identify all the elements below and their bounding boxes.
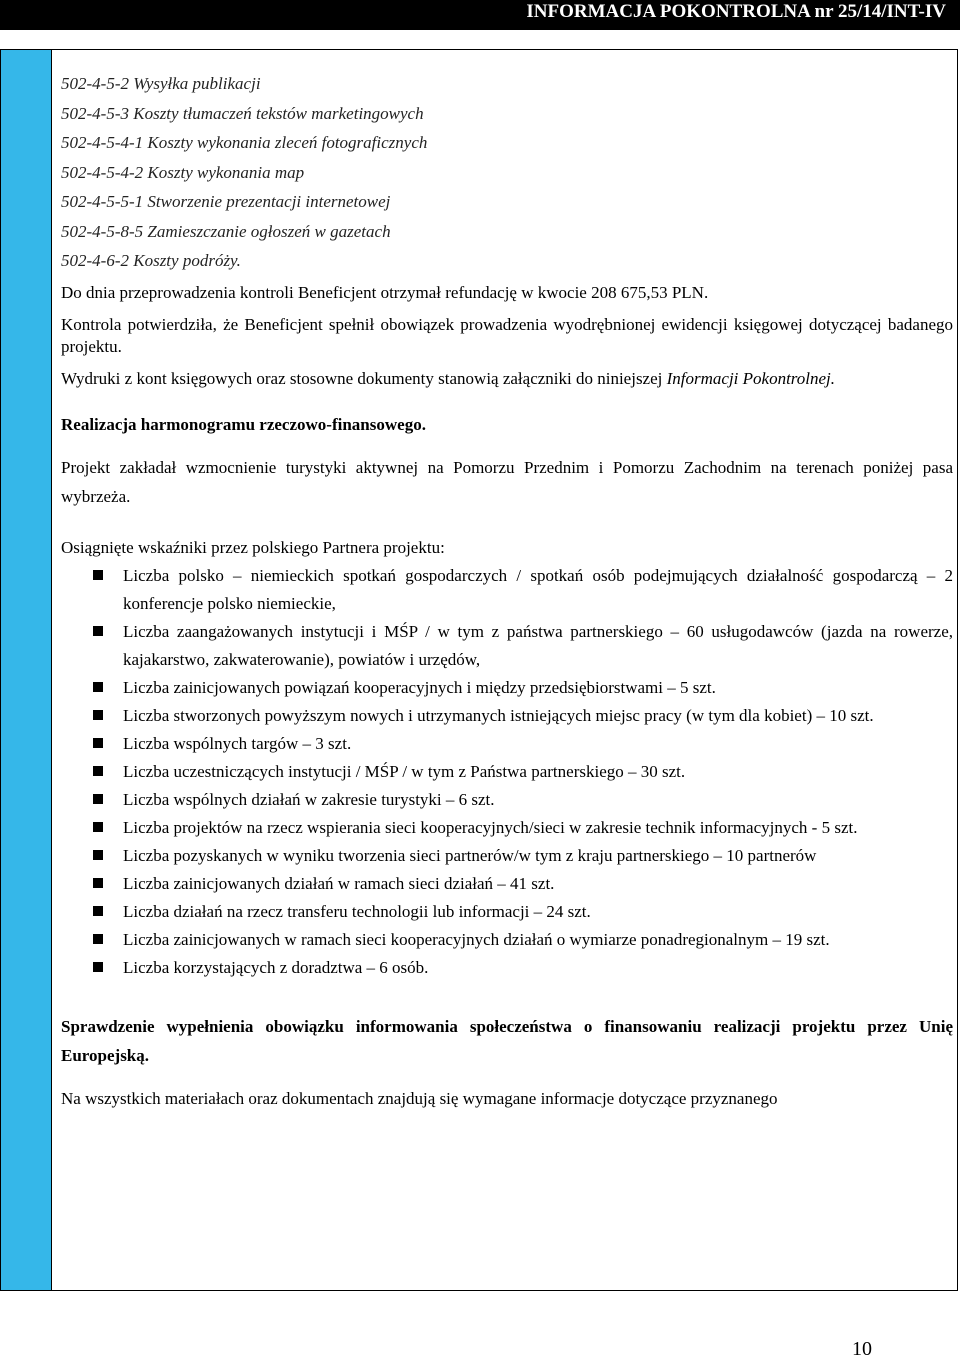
list-item: Liczba pozyskanych w wyniku tworzenia sieci partnerów/w tym z kraju partnerskiego – 10 partnerów — [123, 842, 953, 870]
cost-item: 502-4-5-8-5 Zamieszczanie ogłoszeń w gazetach — [61, 221, 391, 241]
list-item: Liczba zainicjowanych w ramach sieci kooperacyjnych działań o wymiarze ponadregionalnym – 19 szt. — [123, 926, 953, 954]
bullet-square-icon — [93, 850, 103, 860]
list-item: Liczba działań na rzecz transferu technologii lub informacji – 24 szt. — [123, 898, 953, 926]
bullet-square-icon — [93, 822, 103, 832]
cost-item: 502-4-5-4-1 Koszty wykonania zleceń fotograficznych — [61, 133, 428, 152]
control-paragraph: Kontrola potwierdziła, że Beneficjent spełnił obowiązek prowadzenia wyodrębnionej ewidencji księgowej dotyczącej badanego projektu. — [61, 314, 953, 356]
bullet-square-icon — [93, 962, 103, 972]
bullet-square-icon — [93, 682, 103, 692]
bullet-square-icon — [93, 570, 103, 580]
list-item: Liczba zainicjowanych działań w ramach sieci działań – 41 szt. — [123, 870, 953, 898]
schedule-heading: Realizacja harmonogramu rzeczowo-finansowego. — [61, 414, 426, 434]
list-item: Liczba polsko – niemieckich spotkań gospodarczych / spotkań osób podejmujących działalność gospodarczą – 2 konferencje polsko niemieckie, — [123, 562, 953, 618]
cost-item: 502-4-5-3 Koszty tłumaczeń tekstów marketingowych — [61, 103, 424, 123]
printouts-italic: Informacji Pokontrolnej. — [666, 368, 836, 388]
bullet-square-icon — [93, 766, 103, 776]
printouts-text: Wydruki z kont księgowych oraz stosowne dokumenty stanowią załączniki do niniejszej — [61, 368, 667, 388]
list-item: Liczba uczestniczących instytucji / MŚP / w tym z Państwa partnerskiego – 30 szt. — [123, 758, 953, 786]
bullet-square-icon — [93, 906, 103, 916]
bullet-square-icon — [93, 738, 103, 748]
cost-item: 502-4-5-5-1 Stworzenie prezentacji internetowej — [61, 192, 391, 211]
content-frame — [0, 49, 958, 1291]
list-item: Liczba zainicjowanych powiązań kooperacyjnych i między przedsiębiorstwami – 5 szt. — [123, 674, 953, 702]
list-item: Liczba projektów na rzecz wspierania sieci kooperacyjnych/sieci w zakresie technik informacyjnych - 5 szt. — [123, 814, 953, 842]
refund-paragraph: Do dnia przeprowadzenia kontroli Beneficjent otrzymał refundację w kwocie 208 675,53 PLN. — [61, 282, 709, 302]
list-item: Liczba wspólnych targów – 3 szt. — [123, 730, 953, 758]
bullet-square-icon — [93, 626, 103, 636]
list-item: Liczba wspólnych działań w zakresie turystyki – 6 szt. — [123, 786, 953, 814]
left-color-column — [1, 50, 52, 1290]
list-item: Liczba stworzonych powyższym nowych i utrzymanych istniejących miejsc pracy (w tym dla kobiet) – 10 szt. — [123, 702, 953, 730]
document-header — [0, 0, 960, 30]
info-heading: Sprawdzenie wypełnienia obowiązku informowania społeczeństwa o finansowaniu realizacji projektu przez Unię Europejską. — [61, 1016, 953, 1065]
cost-item: 502-4-5-2 Wysyłka publikacji — [61, 74, 261, 93]
indicators-intro: Osiągnięte wskaźniki przez polskiego Partnera projektu: — [61, 537, 445, 557]
cost-item: 502-4-5-4-2 Koszty wykonania map — [61, 162, 305, 182]
bullet-square-icon — [93, 710, 103, 720]
bullet-square-icon — [93, 878, 103, 888]
cost-item: 502-4-6-2 Koszty podróży. — [61, 251, 241, 270]
list-item: Liczba zaangażowanych instytucji i MŚP / w tym z państwa partnerskiego – 60 usługodawców (jazda na rowerze, kajakarstwo, zakwaterowanie), powiatów i urzędów, — [123, 618, 953, 674]
materials-paragraph: Na wszystkich materiałach oraz dokumentach znajdują się wymagane informacje dotyczące przyznanego — [61, 1088, 778, 1108]
page-number: 10 — [852, 1338, 872, 1360]
content-body — [61, 69, 953, 1113]
bullet-square-icon — [93, 934, 103, 944]
bullet-square-icon — [93, 794, 103, 804]
list-item: Liczba korzystających z doradztwa – 6 osób. — [123, 954, 953, 982]
printouts-paragraph — [61, 368, 953, 390]
indicators-list — [61, 562, 953, 982]
header-title: INFORMACJA POKONTROLNA nr 25/14/INT-IV — [526, 1, 946, 22]
project-paragraph: Projekt zakładał wzmocnienie turystyki aktywnej na Pomorzu Przednim i Pomorzu Zachodnim na terenach poniżej pasa wybrzeża. — [61, 457, 953, 506]
